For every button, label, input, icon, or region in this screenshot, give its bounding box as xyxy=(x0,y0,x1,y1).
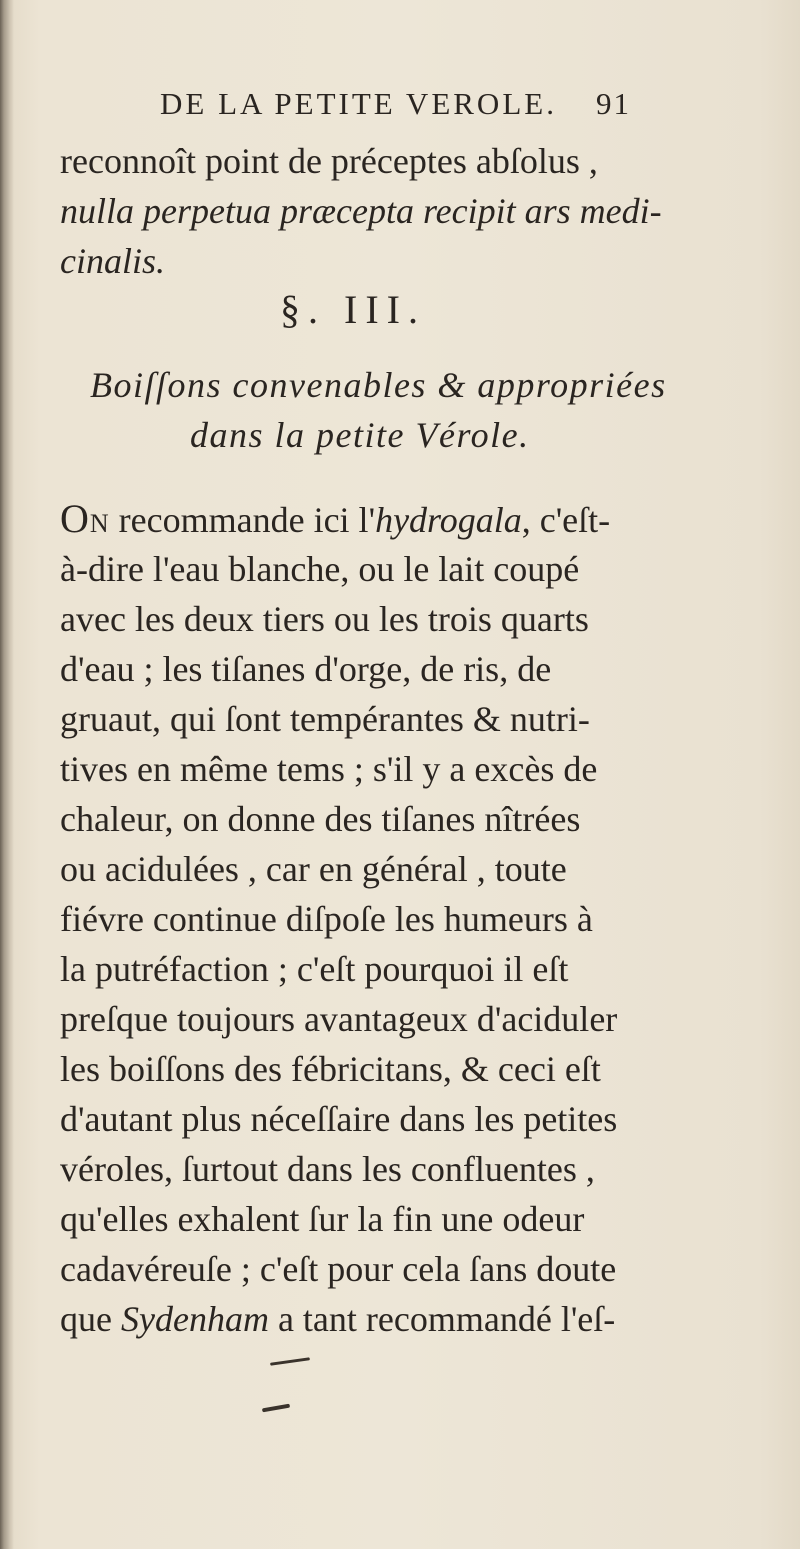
section-title-line: Boiſſons convenables & appropriées xyxy=(90,365,667,405)
text-span: , c'eſt- xyxy=(521,500,611,540)
paragraph-line: les boiſſons des fébricitans, & ceci eſt xyxy=(60,1049,601,1089)
latin-quote-line: nulla perpetua præcepta recipit ars medi- xyxy=(60,191,662,231)
paragraph-line: d'autant plus néceſſaire dans les petites xyxy=(60,1099,618,1139)
paragraph-line xyxy=(60,1294,660,1344)
paragraph-line: qu'elles exhalent ſur la fin une odeur xyxy=(60,1199,585,1239)
paragraph-line: véroles, ſurtout dans les confluentes , xyxy=(60,1149,595,1189)
paragraph-line: fiévre continue diſpoſe les humeurs à xyxy=(60,899,593,939)
paragraph-line xyxy=(60,494,660,549)
paragraph-line: la putréfaction ; c'eſt pourquoi il eſt xyxy=(60,949,569,989)
paragraph-line: à-dire l'eau blanche, ou le lait coupé xyxy=(60,549,580,589)
paragraph-line: d'eau ; les tiſanes d'orge, de ris, de xyxy=(60,649,552,689)
latin-quote-line: cinalis. xyxy=(60,241,165,281)
text-span: recommande ici l' xyxy=(109,500,376,540)
name-sydenham: Sydenham xyxy=(120,1299,269,1339)
paragraph-line: avec les deux tiers ou les trois quarts xyxy=(60,599,589,639)
section-number: §. III. xyxy=(280,287,426,332)
text-span: que xyxy=(60,1299,121,1339)
book-spine-shadow xyxy=(0,0,14,1549)
ink-flourish-mark xyxy=(270,1354,320,1368)
paragraph-line: ou acidulées , car en général , toute xyxy=(60,849,567,889)
page-header xyxy=(160,84,660,128)
text-line: reconnoît point de préceptes abſolus , xyxy=(60,141,598,181)
paragraph-line: preſque toujours avantageux d'aciduler xyxy=(60,999,618,1039)
page-number: 91 xyxy=(596,86,631,121)
running-head: DE LA PETITE VEROLE. xyxy=(160,86,557,121)
small-capital: N xyxy=(89,509,110,538)
term-hydrogala: hydrogala xyxy=(375,500,522,540)
paragraph-line: tives en même tems ; s'il y a excès de xyxy=(60,749,598,789)
paragraph-line: gruaut, qui ſont tempérantes & nutri- xyxy=(60,699,590,739)
paragraph-line: cadavéreuſe ; c'eſt pour cela ſans doute xyxy=(60,1249,617,1289)
drop-capital: O xyxy=(60,496,90,541)
text-span: a tant recommandé l'eſ- xyxy=(268,1299,616,1339)
paragraph-line: chaleur, on donne des tiſanes nîtrées xyxy=(60,799,581,839)
section-title-line: dans la petite Vérole. xyxy=(190,415,530,455)
